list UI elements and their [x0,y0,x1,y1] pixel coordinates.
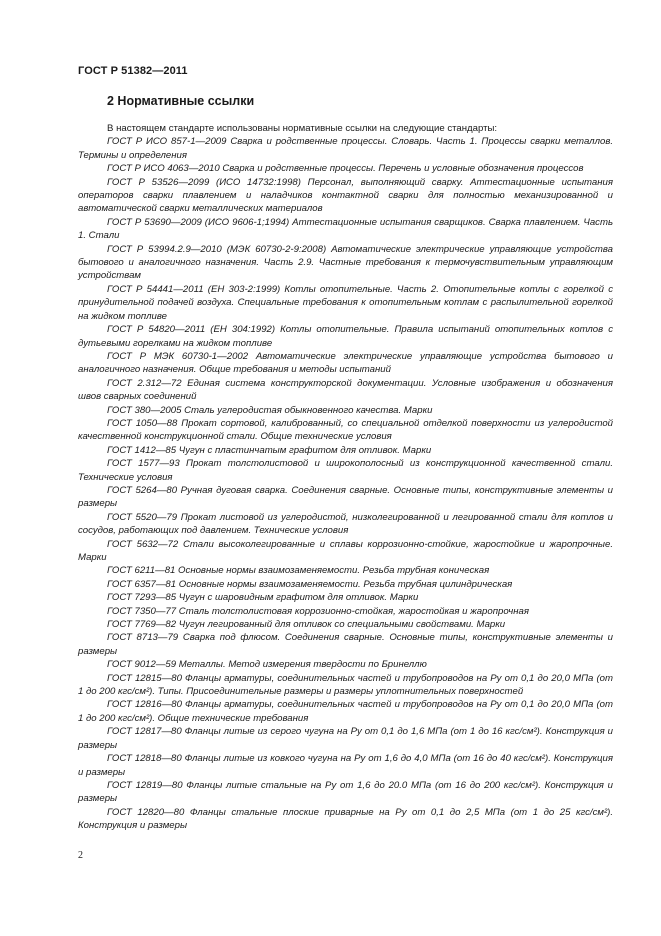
reference-item: ГОСТ 5520—79 Прокат листовой из углеродистой, низколегированной и легированной стали для котлов и сосудов, работающих под давлением. Технические условия [78,511,613,537]
reference-item: ГОСТ Р 53690—2009 (ИСО 9606-1;1994) Аттестационные испытания сварщиков. Сварка плавлением. Часть 1. Стали [78,216,613,242]
reference-item: ГОСТ Р 53526—2099 (ИСО 14732:1998) Персонал, выполняющий сварку. Аттестационные испытания операторов сварки плавлением и наладчиков контактной сварки для полностью механизированной и автоматической сварки металлических материалов [78,176,613,215]
reference-item: ГОСТ 6357—81 Основные нормы взаимозаменяемости. Резьба трубная цилиндрическая [107,578,513,590]
reference-item: ГОСТ 7769—82 Чугун легированный для отливок со специальными свойствами. Марки [107,619,506,631]
reference-item: ГОСТ Р ИСО 4063—2010 Сварка и родственные процессы. Перечень и условные обозначения процессов [107,163,584,175]
reference-item: ГОСТ 1050—88 Прокат сортовой, калиброванный, со специальной отделкой поверхности из углеродистой качественной конструкционной стали. Общие технические условия [78,417,613,443]
document-header: ГОСТ Р 51382—2011 [78,65,188,77]
reference-item: ГОСТ 9012—59 Металлы. Метод измерения твердости по Бринеллю [107,659,427,671]
reference-item: ГОСТ 12816—80 Фланцы арматуры, соединительных частей и трубопроводов на Pу от 0,1 до 20,0 МПа (от 1 до 200 кгс/см²). Общие технические требования [78,699,613,724]
reference-item: ГОСТ 7350—77 Сталь толстолистовая коррозионно-стойкая, жаростойкая и жаропрочная [107,605,529,617]
reference-item: ГОСТ 5632—72 Стали высоколегированные и сплавы коррозионно-стойкие, жаростойкие и жаропрочные. Марки [78,538,613,563]
reference-item: ГОСТ 7293—85 Чугун с шаровидным графитом для отливок. Марки [107,592,419,604]
reference-item: ГОСТ 12817—80 Фланцы литые из серого чугуна на Pу от 0,1 до 1,6 МПа (от 1 до 16 кгс/см²). Конструкция и размеры [78,726,613,751]
reference-item: ГОСТ 12819—80 Фланцы литые стальные на Pу от 1,6 до 20.0 МПа (от 16 до 200 кгс/см²). Конструкция и размеры [78,779,613,805]
reference-item: ГОСТ 6211—81 Основные нормы взаимозаменяемости. Резьба трубная коническая [107,565,490,577]
reference-item: ГОСТ Р 54820—2011 (ЕН 304:1992) Котлы отопительные. Правила испытаний отопительных котлов с дутьевыми горелками на жидком топливе [78,324,613,349]
reference-item: ГОСТ 1412—85 Чугун с пластинчатым графитом для отливок. Марки [107,444,432,456]
reference-item: ГОСТ 380—2005 Сталь углеродистая обыкновенного качества. Марки [107,404,433,416]
reference-item: ГОСТ 12815—80 Фланцы арматуры, соединительных частей и трубопроводов на Pу от 0,1 до 20,0 МПа (от 1 до 200 кгс/см²). Типы. Присоединительные размеры и размеры уплотнительных поверхностей [78,672,613,698]
page-number: 2 [78,850,83,861]
references-body [78,122,613,833]
intro-paragraph: В настоящем стандарте использованы нормативные ссылки на следующие стандарты: [107,123,498,134]
reference-item: ГОСТ 1577—93 Прокат толстолистовой и широкополосный из конструкционной качественной стали. Технические условия [78,458,613,483]
section-title: 2 Нормативные ссылки [107,94,255,108]
reference-item: ГОСТ Р 53994.2.9—2010 (МЭК 60730-2-9:2008) Автоматические электрические управляющие устройства бытового и аналогичного назначения. Часть 2.9. Частные требования к термочувствительным управляющим устройствам [78,243,613,282]
reference-item: ГОСТ Р ИСО 857-1—2009 Сварка и родственные процессы. Словарь. Часть 1. Процессы сварки металлов. Термины и определения [78,136,613,161]
reference-item: ГОСТ 12818—80 Фланцы литые из ковкого чугуна на Pу от 1,6 до 4,0 МПа (от 16 до 40 кгс/см²). Конструкция и размеры [78,753,613,778]
reference-item: ГОСТ Р МЭК 60730-1—2002 Автоматические электрические управляющие устройства бытового и аналогичного назначения. Общие требования и методы испытаний [78,350,613,376]
reference-item: ГОСТ 12820—80 Фланцы стальные плоские приварные на Pу от 0,1 до 2,5 МПа (от 1 до 25 кгс/см²). Конструкция и размеры [78,806,613,832]
reference-item: ГОСТ 5264—80 Ручная дуговая сварка. Соединения сварные. Основные типы, конструктивные элементы и размеры [78,484,613,510]
reference-item: ГОСТ 2.312—72 Единая система конструкторской документации. Условные изображения и обозначения швов сварных соединений [78,377,613,403]
reference-item: ГОСТ Р 54441—2011 (ЕН 303-2:1999) Котлы отопительные. Часть 2. Отопительные котлы с горелкой с принудительной подачей воздуха. Специальные требования к отопительным котлам с распылительной горелкой на жидком топливе [78,283,613,322]
reference-item: ГОСТ 8713—79 Сварка под флюсом. Соединения сварные. Основные типы, конструктивные элементы и размеры [78,632,613,657]
